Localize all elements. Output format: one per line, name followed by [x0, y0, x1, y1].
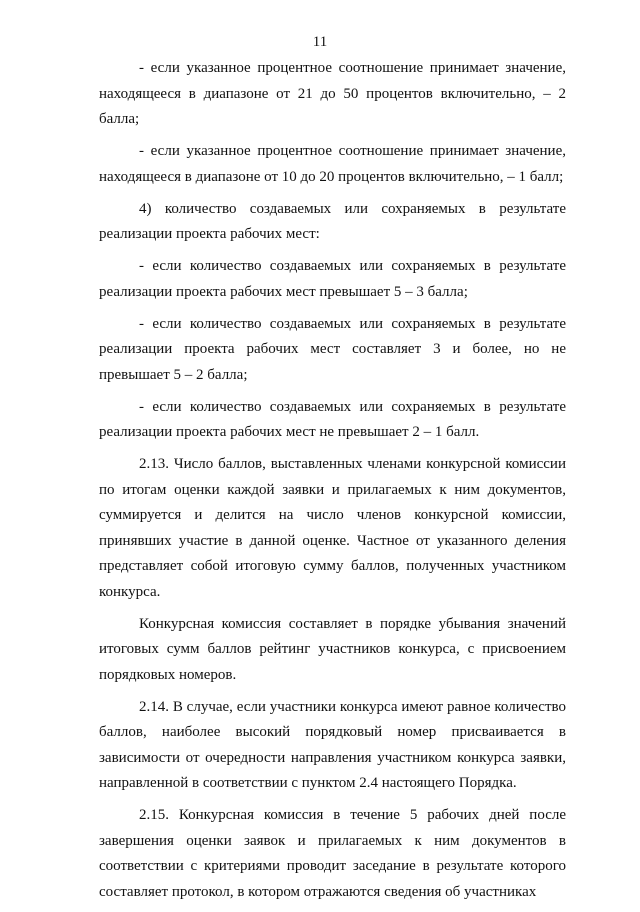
page-number: 11 — [312, 34, 328, 50]
paragraph-criterion-4-jobs: 4) количество создаваемых или сохраняемых в результате реализации проекта рабочих мест: — [99, 200, 566, 242]
paragraph-clause-2-14: 2.14. В случае, если участники конкурса имеют равное количество баллов, наиболее высокий порядковый номер присваивается в зависимости от очередности направления участником конкурса заявки, направленной в соответствии с пунктом 2.4 настоящего Порядка. — [99, 698, 566, 791]
paragraph-clause-2-15: 2.15. Конкурсная комиссия в течение 5 рабочих дней после завершения оценки заявок и прилагаемых к ним документов в соответствии с критериями проводит заседание в результате которого составляет протокол, в котором отражаются сведения об участниках — [99, 807, 566, 900]
paragraph-jobs-3-to-5: - если количество создаваемых или сохраняемых в результате реализации проекта рабочих мест составляет 3 и более, но не превышает 5 – 2 балла; — [99, 315, 566, 383]
paragraph-clause-2-13: 2.13. Число баллов, выставленных членами конкурсной комиссии по итогам оценки каждой заявки и прилагаемых к ним документов, суммируется и делится на число членов конкурсной комиссии, принявших участие в данной оценке. Частное от указанного деления представляет собой итоговую сумму баллов, полученных участником конкурса. — [99, 456, 566, 600]
paragraph-jobs-up-to-2: - если количество создаваемых или сохраняемых в результате реализации проекта рабочих мест не превышает 2 – 1 балл. — [99, 398, 566, 440]
paragraph-jobs-over-5: - если количество создаваемых или сохраняемых в результате реализации проекта рабочих мест превышает 5 – 3 балла; — [99, 258, 566, 300]
paragraph-score-10-20: - если указанное процентное соотношение принимает значение, находящееся в диапазоне от 10 до 20 процентов включительно, – 1 балл; — [99, 143, 566, 185]
paragraph-score-21-50: - если указанное процентное соотношение принимает значение, находящееся в диапазоне от 21 до 50 процентов включительно, – 2 балла; — [99, 60, 566, 127]
document-body — [99, 56, 566, 912]
paragraph-rating-order: Конкурсная комиссия составляет в порядке убывания значений итоговых сумм баллов рейтинг участников конкурса, с присвоением порядковых номеров. — [99, 615, 566, 683]
